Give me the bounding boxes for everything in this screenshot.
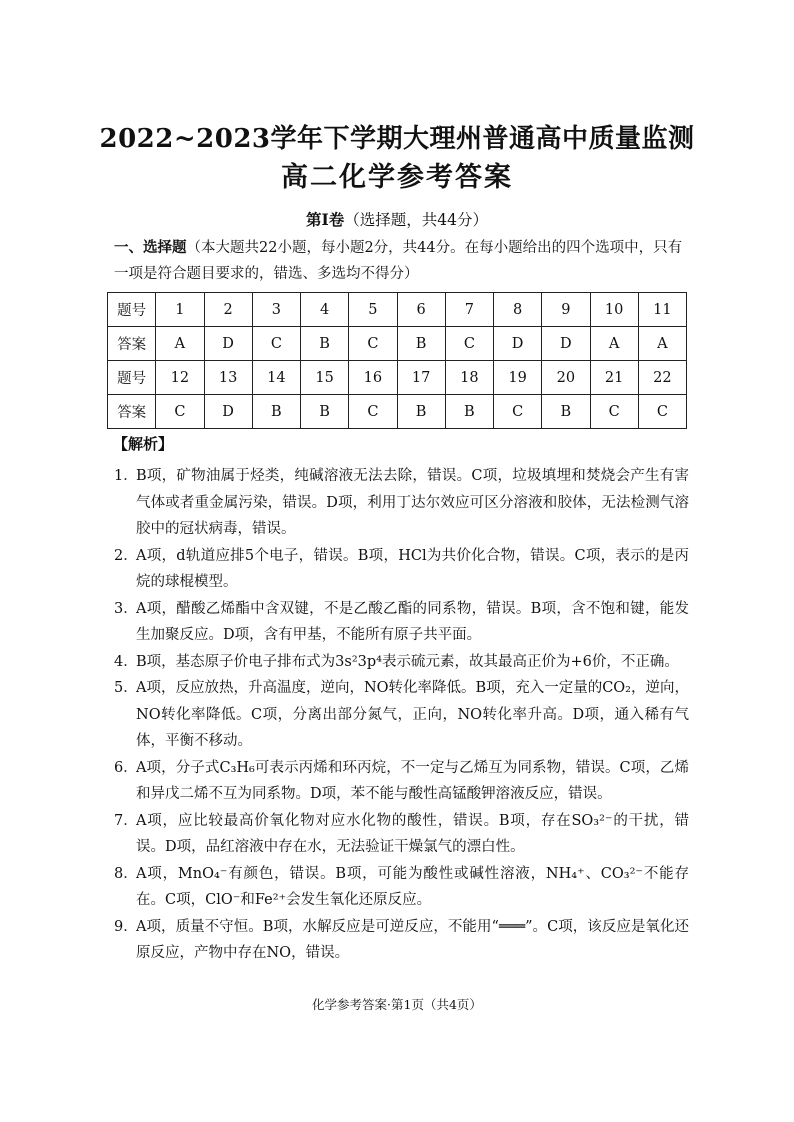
explanation-item <box>114 808 689 861</box>
explanation-item <box>114 914 689 967</box>
table-cell: 1 <box>156 293 204 327</box>
table-cell: A <box>156 327 204 361</box>
table-cell: C <box>590 395 638 429</box>
table-cell: 10 <box>590 293 638 327</box>
table-cell: B <box>301 327 349 361</box>
explanation-text: A项，MnO₄⁻有颜色，错误。B项，可能为酸性或碱性溶液，NH₄⁺、CO₃²⁻不能存在。C项，ClO⁻和Fe²⁺会发生氧化还原反应。 <box>136 865 689 908</box>
table-cell: 5 <box>349 293 397 327</box>
table-cell: 18 <box>445 361 493 395</box>
table-cell: 6 <box>397 293 445 327</box>
table-cell: 17 <box>397 361 445 395</box>
table-cell: C <box>349 327 397 361</box>
table-cell: 21 <box>590 361 638 395</box>
table-cell: C <box>494 395 542 429</box>
explanation-text: A项，分子式C₃H₆可表示丙烯和环丙烷，不一定与乙烯互为同系物，错误。C项，乙烯和异戊二烯不互为同系物。D项，苯不能与酸性高锰酸钾溶液反应，错误。 <box>136 759 689 802</box>
explanation-number: 5． <box>114 680 138 696</box>
table-cell: 11 <box>638 293 686 327</box>
table-cell: 22 <box>638 361 686 395</box>
page-footer: 化学参考答案·第1页（共4页） <box>312 997 482 1012</box>
document-title: 2022~2023学年下学期大理州普通高中质量监测 <box>99 124 695 154</box>
question-number-row <box>108 361 687 395</box>
explanation-item <box>114 596 689 649</box>
explanation-text: A项，质量不守恒。B项，水解反应是可逆反应，不能用“═══”。C项，该反应是氧化还原反应，产物中存在NO，错误。 <box>136 918 689 961</box>
explanation-number: 9． <box>114 918 138 935</box>
explanation-number: 8． <box>114 865 138 882</box>
table-cell: A <box>590 327 638 361</box>
table-cell: C <box>638 395 686 429</box>
answer-table <box>107 292 687 429</box>
row-header-cell: 题号 <box>108 293 156 327</box>
table-cell: B <box>445 395 493 429</box>
explanation-item <box>114 861 689 914</box>
table-cell: C <box>156 395 204 429</box>
table-cell: 19 <box>494 361 542 395</box>
table-cell: 3 <box>252 293 300 327</box>
explanation-number: 3． <box>114 600 138 617</box>
table-cell: B <box>301 395 349 429</box>
table-cell: C <box>445 327 493 361</box>
explanation-text: B项，基态原子价电子排布式为3s²3p⁴表示硫元素，故其最高正价为+6价，不正确。 <box>136 653 679 670</box>
table-cell: C <box>349 395 397 429</box>
table-cell: 9 <box>542 293 590 327</box>
answer-row <box>108 327 687 361</box>
explanation-text: B项，矿物油属于烃类，纯碱溶液无法去除，错误。C项，垃圾填埋和焚烧会产生有害气体或者重金属污染，错误。D项，利用丁达尔效应可区分溶液和胶体，无法检测气溶胶中的冠状病毒，错误。 <box>136 468 689 537</box>
table-cell: A <box>638 327 686 361</box>
table-cell: 15 <box>301 361 349 395</box>
section-intro <box>114 235 686 287</box>
table-cell: C <box>252 327 300 361</box>
question-number-row <box>108 293 687 327</box>
analysis-heading: 【解析】 <box>113 435 174 453</box>
part-description: （选择题，共44分） <box>344 211 488 229</box>
table-cell: 16 <box>349 361 397 395</box>
table-cell: B <box>397 395 445 429</box>
table-cell: B <box>252 395 300 429</box>
part-heading <box>0 208 794 230</box>
row-header-cell: 题号 <box>108 361 156 395</box>
table-cell: 20 <box>542 361 590 395</box>
table-cell: D <box>204 395 252 429</box>
document-subtitle: 高二化学参考答案 <box>281 162 513 193</box>
explanation-number: 4． <box>114 653 138 670</box>
table-cell: 14 <box>252 361 300 395</box>
table-cell: 13 <box>204 361 252 395</box>
row-header-cell: 答案 <box>108 395 156 429</box>
explanation-item <box>114 675 689 755</box>
section-description-1: （本大题共22小题，每小题2分，共44分。在每小题给出的四个选项中，只有 <box>186 240 683 256</box>
explanation-number: 7． <box>114 812 138 829</box>
table-cell: D <box>542 327 590 361</box>
section-description-2: 一项是符合题目要求的，错选、多选均不得分） <box>114 266 419 282</box>
explanation-number: 6． <box>114 759 138 776</box>
explanation-list <box>114 463 689 967</box>
explanation-item <box>114 649 689 676</box>
table-cell: D <box>204 327 252 361</box>
explanation-text: A项，d轨道应排5个电子，错误。B项，HCl为共价化合物，错误。C项，表示的是丙烷的球棍模型。 <box>136 547 689 590</box>
explanation-text: A项，应比较最高价氧化物对应水化物的酸性，错误。B项，存在SO₃²⁻的干扰，错误。D项，品红溶液中存在水，无法验证干燥氯气的漂白性。 <box>136 812 689 855</box>
table-cell: 12 <box>156 361 204 395</box>
answer-row <box>108 395 687 429</box>
explanation-item <box>114 463 689 543</box>
row-header-cell: 答案 <box>108 327 156 361</box>
explanation-text: A项，醋酸乙烯酯中含双键，不是乙酸乙酯的同系物，错误。B项，含不饱和键，能发生加聚反应。D项，含有甲基，不能所有原子共平面。 <box>136 600 689 643</box>
explanation-number: 2． <box>114 547 138 564</box>
table-cell: 2 <box>204 293 252 327</box>
table-cell: B <box>542 395 590 429</box>
table-cell: 7 <box>445 293 493 327</box>
explanation-item <box>114 543 689 596</box>
section-label: 一、选择题 <box>114 239 187 256</box>
table-cell: D <box>494 327 542 361</box>
explanation-text: A项，反应放热，升高温度，逆向，NO转化率降低。B项，充入一定量的CO₂，逆向，NO转化率降低。C项，分离出部分氮气，正向，NO转化率升高。D项，通入稀有气体，平衡不移动。 <box>136 680 689 749</box>
table-cell: B <box>397 327 445 361</box>
table-cell: 4 <box>301 293 349 327</box>
explanation-number: 1． <box>114 468 138 484</box>
explanation-item <box>114 755 689 808</box>
table-cell: 8 <box>494 293 542 327</box>
part-label: 第Ⅰ卷 <box>306 210 345 229</box>
